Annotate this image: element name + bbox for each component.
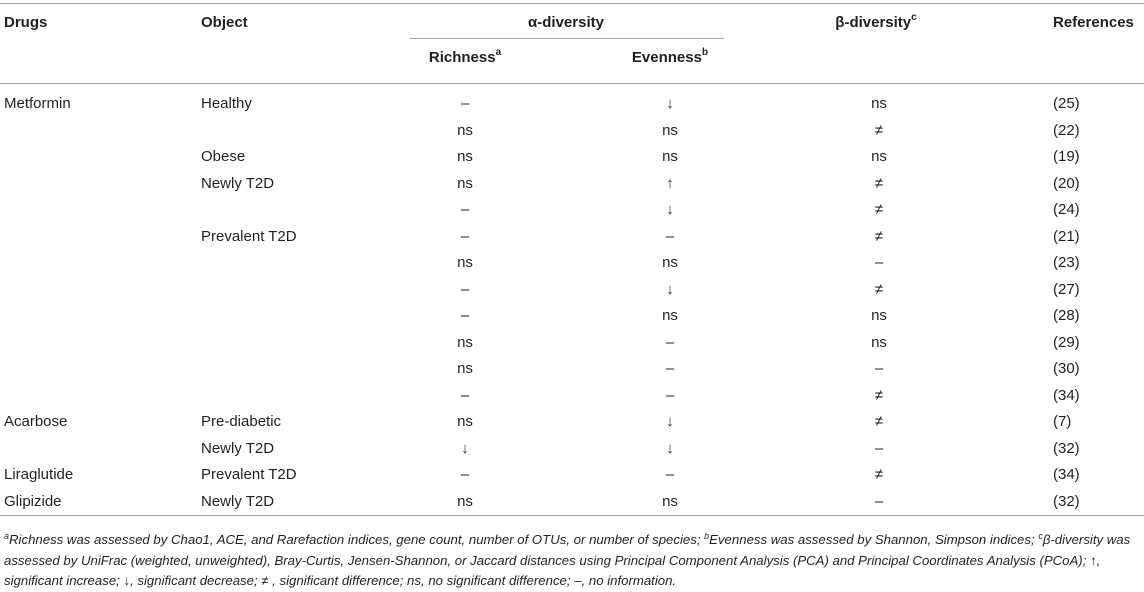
row-8-ref-cell: (27) — [1053, 280, 1080, 298]
row-2-richness-cell: ns — [457, 121, 473, 139]
row-15-beta-cell: ≠ — [874, 466, 884, 483]
header-richness-label: Richness — [428, 49, 496, 66]
row-13-richness-cell: ns — [457, 413, 473, 430]
row-5-beta-cell: ≠ — [874, 201, 884, 218]
row-16-beta-cell: – — [874, 492, 884, 510]
row-7-evenness-cell: ns — [662, 254, 678, 271]
row-16-drug-cell: Glipizide — [4, 492, 62, 510]
row-10-evenness-cell: – — [665, 333, 675, 351]
row-9-ref-cell: (28) — [1053, 307, 1080, 324]
row-1-ref-cell: (25) — [1053, 95, 1080, 112]
row-13-object-cell: Pre-diabetic — [201, 413, 282, 430]
row-1-object-cell: Healthy — [201, 95, 252, 112]
row-11-richness-cell: ns — [457, 360, 473, 377]
row-11-beta-cell: – — [874, 360, 884, 377]
row-9-beta-cell: ns — [871, 307, 887, 324]
row-6-richness-cell: – — [460, 227, 470, 245]
row-3-evenness-cell: ns — [662, 148, 678, 165]
row-10-ref-cell: (29) — [1053, 333, 1080, 351]
row-9-richness-cell: – — [460, 307, 470, 324]
row-14-evenness-cell: ↓ — [666, 439, 674, 457]
row-14-object-cell: Newly T2D — [201, 439, 275, 457]
header-beta-label: β-diversity — [835, 14, 912, 31]
header-richness-sup: a — [495, 47, 502, 58]
row-4-richness-cell: ns — [457, 174, 473, 192]
row-1-richness-cell: – — [460, 95, 470, 112]
row-1-evenness-cell: ↓ — [666, 95, 674, 112]
header-evenness — [632, 49, 708, 67]
row-14-richness-cell: ↓ — [461, 439, 469, 457]
row-2-beta-cell: ≠ — [874, 121, 884, 139]
top-rule — [0, 3, 1144, 4]
row-11-evenness-cell: – — [665, 360, 675, 377]
row-4-object-cell: Newly T2D — [201, 174, 275, 192]
row-13-drug-cell: Acarbose — [4, 413, 68, 430]
header-beta-sup: c — [911, 12, 917, 23]
row-15-object-cell: Prevalent T2D — [201, 466, 297, 483]
row-7-richness-cell: ns — [457, 254, 473, 271]
row-4-beta-cell: ≠ — [874, 174, 884, 192]
row-5-evenness-cell: ↓ — [666, 201, 674, 218]
table-bottom-rule — [0, 515, 1144, 516]
header-beta-diversity — [835, 14, 916, 32]
row-12-ref-cell: (34) — [1053, 386, 1080, 404]
row-6-ref-cell: (21) — [1053, 227, 1080, 245]
row-10-beta-cell: ns — [871, 333, 887, 351]
row-5-richness-cell: – — [460, 201, 470, 218]
row-11-ref-cell: (30) — [1053, 360, 1080, 377]
row-16-ref-cell: (32) — [1053, 492, 1080, 510]
row-13-beta-cell: ≠ — [874, 413, 884, 430]
row-3-richness-cell: ns — [457, 148, 473, 165]
row-13-evenness-cell: ↓ — [666, 413, 674, 430]
header-evenness-sup: b — [701, 47, 709, 58]
row-1-beta-cell: ns — [871, 95, 887, 112]
alpha-underline — [410, 38, 724, 39]
row-4-evenness-cell: ↑ — [666, 174, 674, 192]
row-15-ref-cell: (34) — [1053, 466, 1080, 483]
row-7-ref-cell: (23) — [1053, 254, 1080, 271]
row-8-evenness-cell: ↓ — [666, 280, 674, 298]
row-15-drug-cell: Liraglutide — [4, 466, 74, 483]
header-drugs: Drugs — [4, 14, 48, 31]
header-bottom-rule — [0, 83, 1144, 84]
row-6-beta-cell: ≠ — [874, 227, 884, 245]
row-3-object-cell: Obese — [201, 148, 246, 165]
row-12-beta-cell: ≠ — [874, 386, 884, 404]
header-alpha-diversity: α-diversity — [528, 14, 604, 31]
row-14-ref-cell: (32) — [1053, 439, 1080, 457]
row-15-evenness-cell: – — [665, 466, 675, 483]
row-3-beta-cell: ns — [871, 148, 887, 165]
row-6-evenness-cell: – — [665, 227, 675, 245]
row-6-object-cell: Prevalent T2D — [201, 227, 297, 245]
row-15-richness-cell: – — [460, 466, 470, 483]
footnote-text-a: Richness was assessed by Chao1, ACE, and Rarefaction indices, gene count, number of OTUs, or number of species; — [9, 532, 705, 547]
header-object: Object — [201, 14, 248, 31]
row-8-richness-cell: – — [460, 280, 470, 298]
footnote-sup-c: c — [1038, 530, 1043, 541]
row-12-evenness-cell: – — [665, 386, 675, 404]
header-evenness-label: Evenness — [631, 49, 702, 66]
row-14-beta-cell: – — [874, 439, 884, 457]
row-1-drug-cell: Metformin — [4, 95, 71, 112]
row-7-beta-cell: – — [874, 254, 884, 271]
header-references: References — [1053, 14, 1134, 31]
footnote-sup-b: b — [704, 530, 710, 541]
row-8-beta-cell: ≠ — [874, 280, 884, 298]
row-2-evenness-cell: ns — [662, 121, 678, 139]
row-4-ref-cell: (20) — [1053, 174, 1080, 192]
footnote-text-c: β-diversity was assessed by UniFrac (weighted, unweighted), Bray-Curtis, Jensen-Shannon, or Jaccard distances using Principal Component Analysis (PCA) and Principal Coordinates Analysis (PCoA); ↑, significant increase; ↓, significant decrease; ≠ , significant difference; ns, no significant difference; –, no information. — [4, 532, 1131, 588]
footnote-sup-a: a — [4, 530, 10, 541]
row-16-object-cell: Newly T2D — [201, 492, 275, 510]
footnote-text-b: Evenness was assessed by Shannon, Simpson indices; — [709, 532, 1039, 547]
header-richness — [429, 49, 501, 67]
row-10-richness-cell: ns — [457, 333, 473, 351]
row-12-richness-cell: – — [460, 386, 470, 404]
row-3-ref-cell: (19) — [1053, 148, 1080, 165]
table-footnote — [4, 530, 1140, 592]
row-5-ref-cell: (24) — [1053, 201, 1080, 218]
row-9-evenness-cell: ns — [662, 307, 678, 324]
row-13-ref-cell: (7) — [1053, 413, 1072, 430]
row-16-richness-cell: ns — [457, 492, 473, 510]
row-16-evenness-cell: ns — [662, 492, 678, 510]
row-2-ref-cell: (22) — [1053, 121, 1080, 139]
